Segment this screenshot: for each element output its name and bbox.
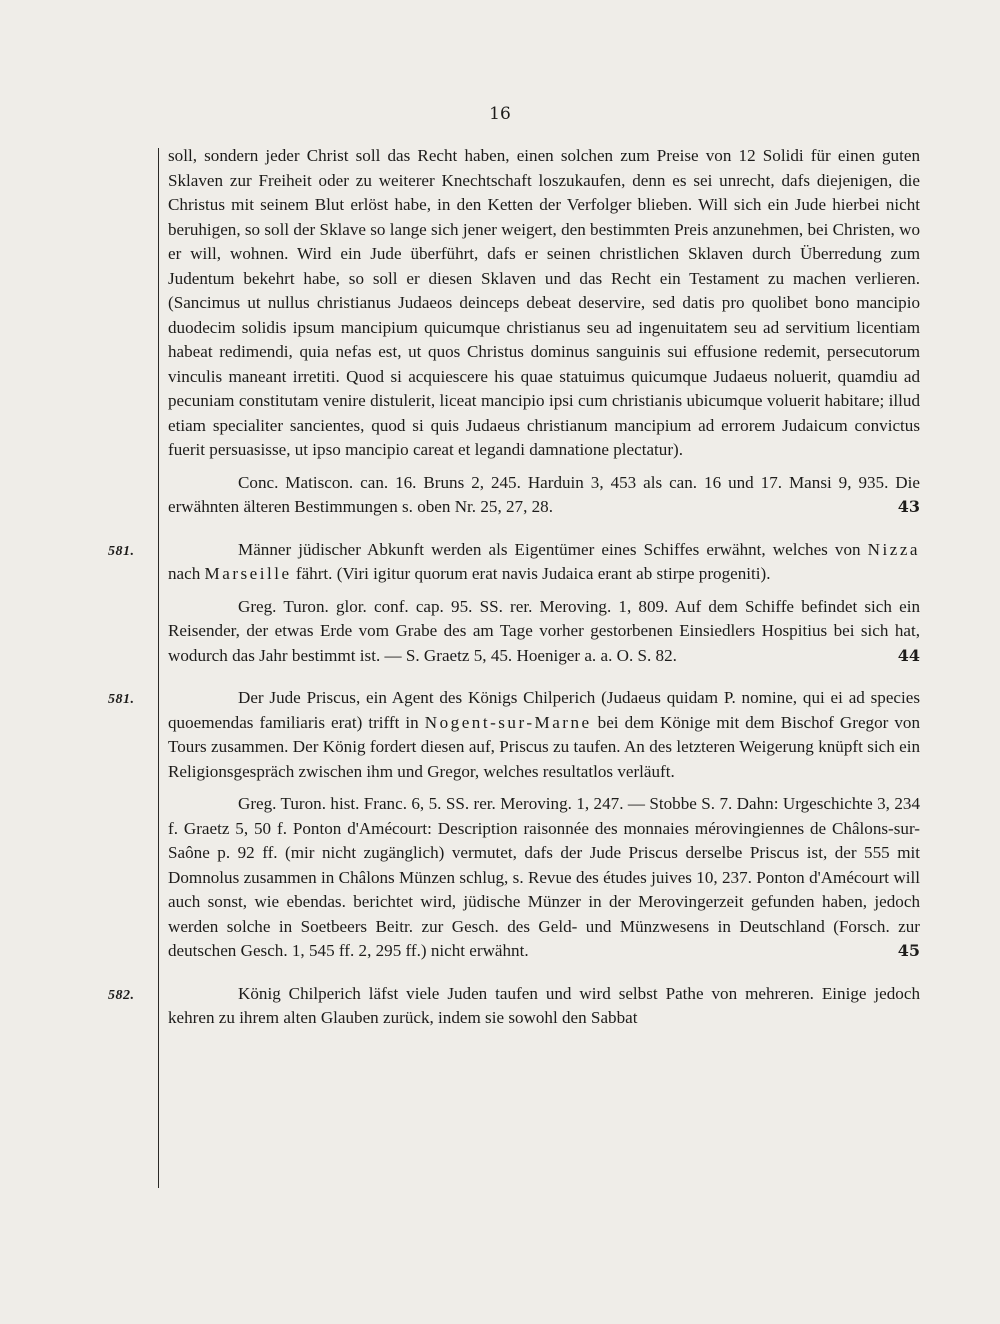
margin-rule (158, 148, 159, 1188)
entry-46 (108, 982, 920, 1031)
entry-date: 581. (108, 543, 135, 559)
entry-text: Männer jüdischer Abkunft werden als Eigentümer eines Schiffes erwähnt, welches von Nizza nach Marseille fährt. (Viri igitur quorum erat navis Judaica erant ab stirpe progeniti). (168, 539, 920, 583)
place-name: Nizza (867, 539, 920, 559)
place-name: Nogent-sur-Marne (424, 712, 592, 732)
entry-date: 582. (108, 987, 135, 1003)
entry-citation: Conc. Matiscon. can. 16. Bruns 2, 245. Harduin 3, 453 als can. 16 und 17. Mansi 9, 935. Die erwähnten älteren Bestimmungen s. oben Nr. 25, 27, 28. 43 (168, 471, 920, 520)
entry-text: König Chilperich läfst viele Juden taufen und wird selbst Pathe von mehreren. Einige jedoch kehren zu ihrem alten Glauben zurück, indem sie sowohl den Sabbat (168, 983, 920, 1027)
entry-date: 581. (108, 692, 135, 707)
entry-45 (108, 686, 920, 964)
bleed-through-text (0, 140, 150, 1190)
entry-citation: Greg. Turon. glor. conf. cap. 95. SS. rer. Meroving. 1, 809. Auf dem Schiffe befindet sich ein Reisender, der etwas Erde vom Grabe des am Tage vorher gestorbenen Einsiedlers Hospitius bei sich hat, wodurch das Jahr bestimmt ist. — S. Graetz 5, 45. Hoeniger a. a. O. S. 82. 44 (168, 595, 920, 669)
entry-44 (108, 538, 920, 669)
entry-number: 43 (897, 497, 920, 516)
main-text-column (108, 144, 920, 1031)
entry-continuation (168, 144, 920, 520)
entry-number: 45 (897, 941, 920, 960)
entry-text: soll, sondern jeder Christ soll das Recht haben, einen solchen zum Preise von 12 Solidi für einen guten Sklaven zur Freiheit oder zu weiterer Knechtschaft loszukaufen, denn es sei unrecht, dafs diejenigen, die Christus mit seinem Blut erlöst habe, in den Ketten der Verfolger blieben. Will sich ein Jude hierbei nicht beruhigen, so soll der Sklave so lange sich jener weigert, den bestimmten Preis anzunehmen, bei Christen, wo er will, wohnen. Wird ein Jude überführt, dafs er seinen christlichen Sklaven durch Überredung zum Judentum bekehrt habe, so soll er diesen Sklaven und das Recht ein Testament zu machen verlieren. (Sancimus ut nullus christianus Judaeos deinceps debeat deservire, sed datis pro quolibet bono mancipio duodecim solidis ipsum mancipium quicumque christianus seu ad ingenuitatem seu ad servitium licentiam habeat redimendi, quia nefas est, ut quos Christus dominus sanguinis sui effusione redemit, persecutorum vinculis maneant irretiti. Quod si acquiescere his quae statuimus quicumque Judaeus noluerit, quamdiu ad pecuniam constitutam venire distulerit, liceat mancipio ipsi cum christianis ubicumque voluerit habitare; illud etiam specialiter sancientes, quod si quis Judaeus christianum mancipium ad errorem Judaicum convictus fuerit persuasisse, ut ipso mancipio careat et legandi damnatione plectatur). (168, 146, 920, 459)
place-name: Marseille (204, 564, 292, 583)
entry-text: Der Jude Priscus, ein Agent des Königs Chilperich (Judaeus quidam P. nomine, qui ei ad species quoemendas familiaris erat) trifft in Nogent-sur-Marne bei dem Könige mit dem Bischof Gregor von Tours zusammen. Der König fordert diesen auf, Priscus zu taufen. An des letzteren Weigerung knüpft sich ein Religionsgespräch zwischen ihm und Gregor, welches resultatlos verläuft. (168, 688, 920, 781)
page-number: 16 (489, 104, 511, 124)
entry-number: 44 (897, 645, 920, 665)
entry-citation: Greg. Turon. hist. Franc. 6, 5. SS. rer. Meroving. 1, 247. — Stobbe S. 7. Dahn: Urgeschichte 3, 234 f. Graetz 5, 50 f. Ponton d'Amécourt: Description raisonnée des monnaies mérovingiennes de Châlons-sur-Saône p. 92 ff. (mir nicht zugänglich) vermutet, dafs der Jude Priscus derselbe Priscus ist, der 555 mit Domnolus zusammen in Châlons Münzen schlug, s. Revue des études juives 10, 237. Ponton d'Amécourt will auch sonst, wie ebendas. berichtet wird, jüdische Münzer in der Merovingerzeit gefunden haben, jedoch werden solche in Soetbeers Beitr. zur Gesch. des Geld- und Münzwesens in Deutschland (Forsch. zur deutschen Gesch. 1, 545 ff. 2, 295 ff.) nicht erwähnt. 45 (168, 792, 920, 964)
